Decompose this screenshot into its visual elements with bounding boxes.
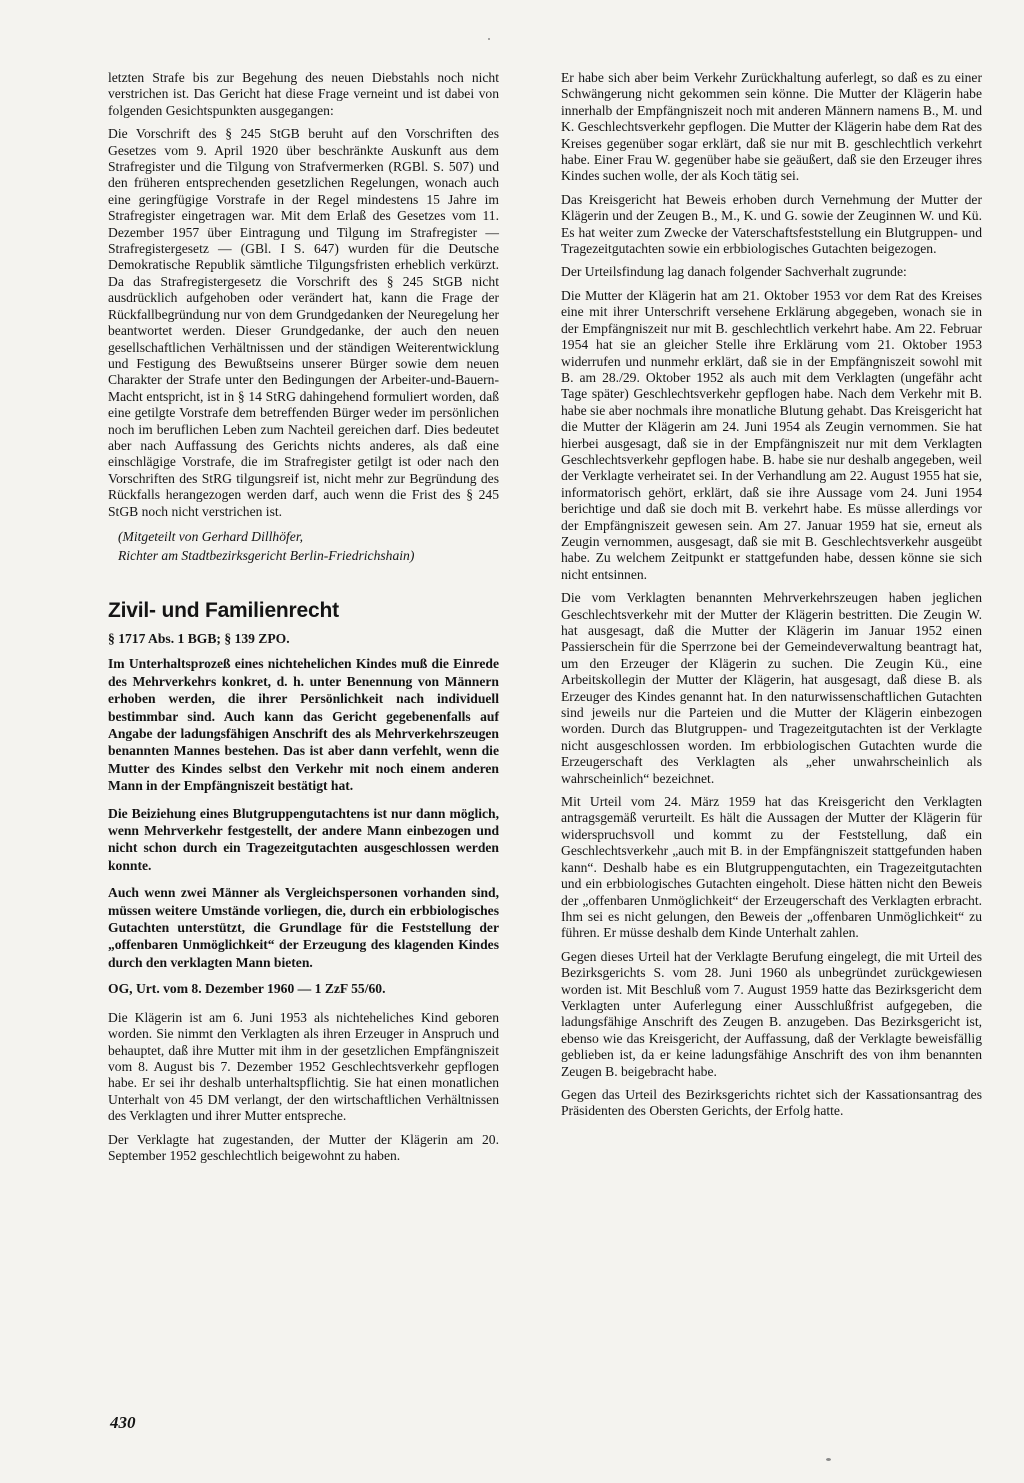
left-column [108, 70, 499, 1171]
page-number: 430 [110, 1413, 136, 1432]
paragraph: Die vom Verklagten benannten Mehrverkehrszeugen haben jeglichen Geschlechtsverkehr mit der Mutter der Klägerin bestritten. Die Zeugin W. hat ausgesagt, daß die Mutter der Klägerin im Januar 1952 einen Passierschein für die Sperrzone bei der Gemeindeverwaltung beantragt hat, um den Erzeuger der Klägerin zu suchen. Die Zeugin Kü., eine Arbeitskollegin der Mutter der Klägerin, hat ausgesagt, daß diese B. als Erzeuger des Kindes genannt hat. In den naturwissenschaftlichen Gutachten sind jeweils nur die Parteien und die Mutter der Klägerin einbezogen worden. Durch das Blutgruppen- und Tragezeitgutachten ist der Verklagte nicht ausgeschlossen worden. Im erbbiologischen Gutachten wurde die Erzeugerschaft des Verklagten als „eher unwahrscheinlich als wahrscheinlich“ bezeichnet. [561, 590, 982, 786]
headnote: Im Unterhaltsprozeß eines nichtehelichen Kindes muß die Einrede des Mehrverkehrs konkret, d. h. unter Benennung von Männern erhoben werden, die ihrer Persönlichkeit nach individuell bestimmbar sind. Auch kann das Gericht gegebenenfalls auf Angabe der ladungsfähigen Anschrift des als Mehrverkehrszeugen benannten Mannes bestehen. Das ist aber dann verfehlt, wenn die Mutter des Kindes selbst den Verkehr mit noch einem anderen Mann in der Empfängniszeit bestätigt hat. [108, 656, 499, 794]
attribution-line: Richter am Stadtbezirksgericht Berlin-Friedrichshain) [118, 547, 415, 563]
paragraph: Die Klägerin ist am 6. Juni 1953 als nichteheliches Kind geboren worden. Sie nimmt den Verklagten als ihren Erzeuger in Anspruch und behauptet, daß ihre Mutter mit ihm in der gesetzlichen Empfängniszeit vom 8. August bis 7. Dezember 1952 Geschlechtsverkehr gepflogen habe. Er sei ihr deshalb unterhaltspflichtig. Sie hat einen monatlichen Unterhalt von 45 DM verlangt, der den wirtschaftlichen Verhältnissen des Verklagten und ihrer Mutter entspreche. [108, 1009, 499, 1124]
law-reference: § 1717 Abs. 1 BGB; § 139 ZPO. [108, 630, 290, 646]
scan-speck [488, 38, 490, 40]
paragraph: Die Vorschrift des § 245 StGB beruht auf den Vorschriften des Gesetzes vom 9. April 1920 über beschränkte Auskunft aus dem Strafregister und die Tilgung von Strafvermerken (RGBl. S. 507) und den früheren entsprechenden gesetzlichen Regelungen, wonach auch eine geringfügige Vorstrafe in der Regel mindestens 15 Jahre im Strafregister eingetragen war. Mit dem Erlaß des Gesetzes vom 11. Dezember 1957 über Eintragung und Tilgung im Strafregister — Strafregistergesetz — (GBl. I S. 647) wurden für die Deutsche Demokratische Republik sämtliche Tilgungsfristen erheblich verkürzt. Da das Strafregistergesetz die Vorschrift des § 245 StGB nicht ausdrücklich aufgehoben oder verändert hat, kann die Frage der Rückfallbegründung nur von dem Grundgedanken der Neuregelung her beantwortet werden. Dieser Grundgedanke, der auch den neuen gesellschaftlichen Verhältnissen und der ständigen Weiterentwicklung und Festigung des Bewußtseins unserer Bürger sowie dem neuen Charakter der Strafe unter den Bedingungen der Arbeiter-und-Bauern-Macht entspricht, ist in § 14 StRG dahingehend formuliert worden, daß eine getilgte Vorstrafe dem betreffenden Bürger weder im persönlichen noch im beruflichen Leben zum Nachteil gereichen darf. Dies bedeutet aber nach Auffassung des Gerichts nichts anderes, als daß eine einschlägige Vorstrafe, die im Strafregister getilgt ist oder nach den Vorschriften des StRG tilgungsreif ist, nicht mehr zur Begründung des Rückfalls herangezogen werden darf, auch wenn die Frist des § 245 StGB noch nicht verstrichen ist. [108, 126, 499, 519]
right-column [561, 70, 982, 1127]
paragraph: Der Verklagte hat zugestanden, der Mutter der Klägerin am 20. September 1952 geschlechtlich beigewohnt zu haben. [108, 1131, 499, 1163]
paragraph: Gegen das Urteil des Bezirksgerichts richtet sich der Kassationsantrag des Präsidenten des Obersten Gerichts, der Erfolg hatte. [561, 1086, 982, 1119]
paragraph: Der Urteilsfindung lag danach folgender Sachverhalt zugrunde: [561, 264, 907, 280]
attribution [118, 527, 499, 565]
paragraph: Das Kreisgericht hat Beweis erhoben durch Vernehmung der Mutter der Klägerin und der Zeugen B., M., K. und G. sowie der Zeuginnen W. und Kü. Es hat weiter zum Zwecke der Vaterschaftsfeststellung ein Blutgruppen- und Tragezeitgutachten sowie ein erbbiologisches Gutachten beigezogen. [561, 191, 982, 257]
headnote: Die Beiziehung eines Blutgruppengutachtens ist nur dann möglich, wenn Mehrverkehr festgestellt, der andere Mann einbezogen und nicht schon durch ein Tragezeitgutachten ausgeschlossen werden konnte. [108, 805, 499, 873]
paragraph: letzten Strafe bis zur Begehung des neuen Diebstahls noch nicht verstrichen ist. Das Gericht hat diese Frage verneint und ist dabei von folgenden Gesichtspunkten ausgegangen: [108, 70, 499, 118]
paragraph: Gegen dieses Urteil hat der Verklagte Berufung eingelegt, die mit Urteil des Bezirksgerichts S. vom 28. Juni 1960 als unbegründet zurückgewiesen worden ist. Mit Beschluß vom 7. August 1959 hatte das Bezirksgericht dem Verklagten unter Auferlegung einer Ausschlußfrist aufgegeben, die ladungsfähige Anschrift des Zeugen B. anzugeben. Das Bezirksgericht ist, ebenso wie das Kreisgericht, der Auffassung, daß der Verklagte beweisfällig geblieben ist, da er keine ladungsfähige Anschrift des von ihm benannten Zeugen B. beigebracht habe. [561, 948, 982, 1079]
case-citation: OG, Urt. vom 8. Dezember 1960 — 1 ZzF 55/60. [108, 981, 386, 997]
paragraph: Er habe sich aber beim Verkehr Zurückhaltung auferlegt, so daß es zu einer Schwängerung nicht gekommen sein könne. Die Mutter der Klägerin habe innerhalb der Empfängniszeit noch mit anderen Männern namens B., M. und K. Geschlechtsverkehr gepflogen. Die Mutter der Klägerin habe dem Rat des Kreises gegenüber sogar erklärt, daß sie nur mit B. geschlechtlich verkehrt habe. Einer Frau W. gegenüber habe sie geäußert, daß sie den Erzeuger ihres Kindes suchen wolle, der als Koch tätig sei. [561, 70, 982, 184]
section-title: Zivil- und Familienrecht [108, 598, 339, 622]
headnote: Auch wenn zwei Männer als Vergleichspersonen vorhanden sind, müssen weitere Umstände vorliegen, die, durch ein erbbiologisches Gutachten unterstützt, die Grundlage für die Feststellung der „offenbaren Unmöglichkeit“ der Erzeugung des klagenden Kindes durch den verklagten Mann bieten. [108, 885, 499, 970]
paragraph: Mit Urteil vom 24. März 1959 hat das Kreisgericht den Verklagten antragsgemäß verurteilt. Es hält die Aussagen der Mutter der Klägerin für widerspruchsvoll und kommt zu der Feststellung, daß ein Geschlechtsverkehr „auch mit B. in der Empfängniszeit stattgefunden haben kann“. Deshalb habe es ein Blutgruppengutachten, ein Tragezeitgutachten und ein erbbiologisches Gutachten eingeholt. Diese hätten nicht den Beweis der „offenbaren Unmöglichkeit“ der Erzeugerschaft des Verklagten erbracht. Ihm sei es nicht gelungen, den Beweis der „offenbaren Unmöglichkeit“ zu führen. Er müsse deshalb dem Kinde Unterhalt zahlen. [561, 794, 982, 941]
scan-speck [826, 1458, 831, 1461]
attribution-line: (Mitgeteilt von Gerhard Dillhöfer, [118, 528, 304, 544]
paragraph: Die Mutter der Klägerin hat am 21. Oktober 1953 vor dem Rat des Kreises eine mit ihrer Unterschrift versehene Erklärung abgegeben, wonach sie in der Empfängniszeit nur mit B. geschlechtlich verkehrt habe. Am 22. Februar 1954 hat sie an gleicher Stelle ihre Erklärung vom 21. Oktober 1953 widerrufen und nunmehr erklärt, daß sie in der Empfängniszeit sowohl mit B. am 28./29. Oktober 1952 als auch mit dem Verklagten (ungefähr acht Tage später) Geschlechtsverkehr gepflogen habe. Nach dem Verkehr mit B. habe sie aber nochmals ihre monatliche Blutung gehabt. Das Kreisgericht hat die Mutter der Klägerin am 24. Juni 1954 als Zeugin vernommen. Sie hat hierbei ausgesagt, daß sie in der Empfängniszeit nur mit dem Verklagten Geschlechtsverkehr gepflogen habe. B. habe sie nur deshalb angegeben, weil der Verklagte verheiratet sei. In der Verhandlung am 22. August 1955 hat sie, informatorisch gehört, erklärt, daß sie ihre Aussage vom 24. Juni 1954 berichtige und daß sie doch mit B. verkehrt habe. Es müsse allerdings vor der Empfängniszeit gewesen sein. Am 27. Januar 1959 hat sie, erneut als Zeugin vernommen, ausgesagt, daß sie mit B. Geschlechtsverkehr ausgeübt habe. Zu welchem Zeitpunkt er stattgefunden habe, dessen könne sie sich nicht entsinnen. [561, 287, 982, 582]
